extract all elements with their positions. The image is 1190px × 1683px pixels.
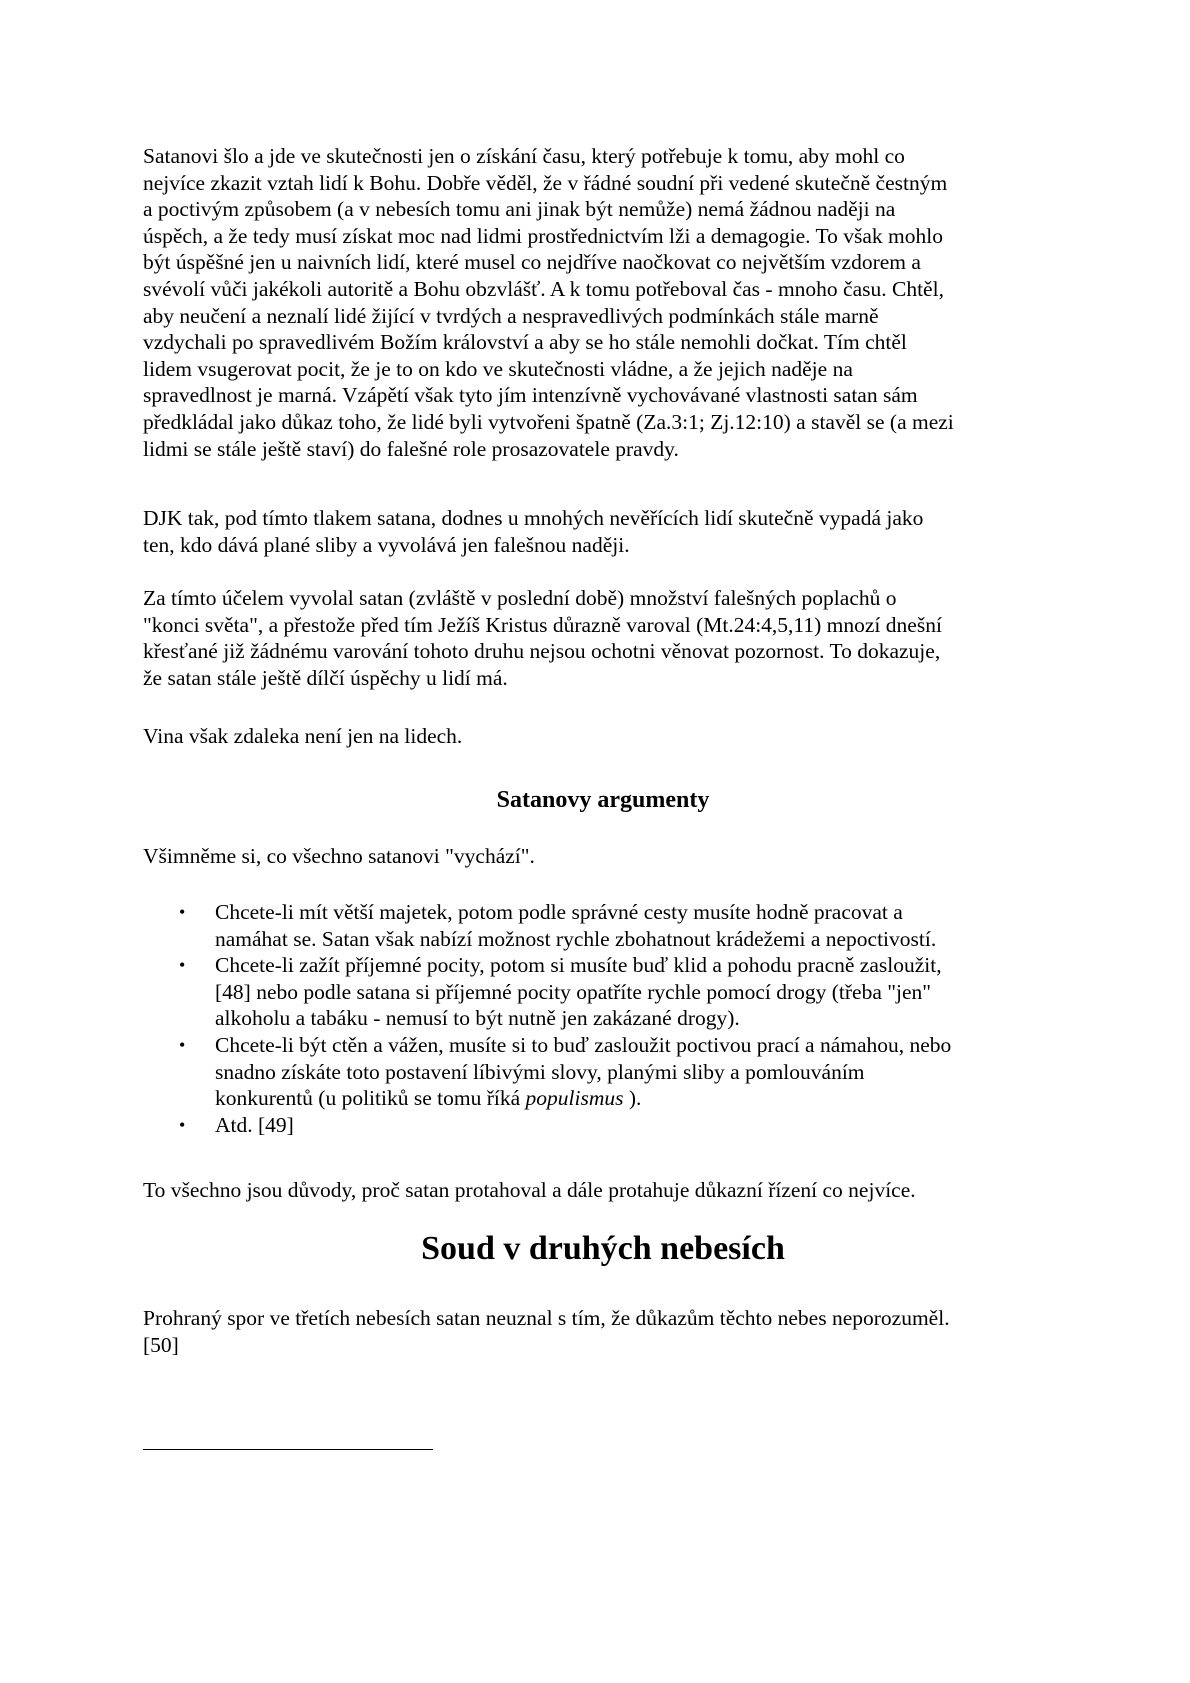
text-line: Vina však zdaleka není jen na lidech. xyxy=(143,724,463,748)
text-line: "konci světa", a přestože před tím Ježíš Kristus důrazně varoval (Mt.24:4,5,11) mnozí dnešní xyxy=(143,612,942,637)
text-line: DJK tak, pod tímto tlakem satana, dodnes u mnohých nevěřících lidí skutečně vypadá jako xyxy=(143,506,924,530)
section-heading-soud-v-druhych-nebesich: Soud v druhých nebesích xyxy=(421,1230,785,1267)
paragraph-reasons xyxy=(143,1177,916,1204)
text-line: Všimněme si, co všechno satanovi "vychází". xyxy=(143,844,535,868)
section-heading-satanovy-argumenty: Satanovy argumenty xyxy=(496,787,710,813)
text-line: [48] nebo podle satana si příjemné pocity opatříte rychle pomocí drogy (třeba "jen" xyxy=(215,979,932,1004)
text-line: lidem vsugerovat pocit, že je to on kdo ve skutečnosti vládne, a že jejich naděje na xyxy=(143,356,853,381)
text-fragment: ). xyxy=(623,1086,642,1111)
bullet-item xyxy=(143,1112,951,1139)
text-line: svévolí vůči jakékoli autoritě a Bohu obzvlášť. A k tomu potřeboval čas - mnoho času. Chtěl, xyxy=(143,276,944,301)
text-line: být úspěšné jen u naivních lidí, které musel co nejdříve naočkovat co největším vzdorem a xyxy=(143,250,921,275)
text-line: To všechno jsou důvody, proč satan protahoval a dále protahuje důkazní řízení co nejvíce. xyxy=(143,1178,916,1202)
text-line: křesťané již žádnému varování tohoto druhu nejsou ochotni věnovat pozornost. To dokazuje, xyxy=(143,639,941,664)
bullet-item xyxy=(143,899,951,952)
paragraph-notice xyxy=(143,843,535,870)
text-line: aby neučení a neznalí lidé žijící v tvrdých a nespravedlivých podmínkách stále marně xyxy=(143,303,879,328)
text-line: Chcete-li být ctěn a vážen, musíte si to buď zasloužit poctivou prací a námahou, nebo xyxy=(215,1032,952,1057)
text-line: že satan stále ještě dílčí úspěchy u lidí má. xyxy=(143,665,508,690)
text-line: spravedlnost je marná. Vzápětí však tyto jím intenzívně vychovávané vlastnosti satan sám xyxy=(143,383,918,408)
text-line: [50] xyxy=(143,1332,179,1357)
text-line: Atd. [49] xyxy=(215,1112,294,1137)
bullet-icon: • xyxy=(179,1114,186,1135)
text-line: Za tímto účelem vyvolal satan (zvláště v poslední době) množství falešných poplachů o xyxy=(143,586,897,610)
text-line: namáhat se. Satan však nabízí možnost rychle zbohatnout krádežemi a nepoctivostí. xyxy=(215,926,937,951)
bullet-icon: • xyxy=(179,955,186,976)
footnote-separator xyxy=(143,1449,433,1450)
text-line: předkládal jako důkaz toho, že lidé byli vytvořeni špatně (Za.3:1; Zj.12:10) a stavěl se (a mezi xyxy=(143,409,954,434)
text-line: úspěch, a že tedy musí získat moc nad lidmi prostřednictvím lži a demagogie. To však mohlo xyxy=(143,223,943,248)
bullet-icon: • xyxy=(179,1034,186,1055)
paragraph-satan-time xyxy=(143,143,954,462)
bullet-item xyxy=(143,1032,951,1112)
text-line: Chcete-li zažít příjemné pocity, potom si musíte buď klid a pohodu pracně zasloužit, xyxy=(215,953,942,978)
text-line: alkoholu a tabáku - nemusí to být nutně jen zakázané drogy). xyxy=(215,1006,740,1031)
paragraph-false-alarms xyxy=(143,585,942,691)
paragraph-lost-dispute xyxy=(143,1305,950,1358)
italic-term-populismus: populismus xyxy=(525,1086,624,1111)
text-line: a poctivým způsobem (a v nebesích tomu ani jinak být nemůže) nemá žádnou naději na xyxy=(143,197,896,222)
text-line: lidmi se stále ještě staví) do falešné role prosazovatele pravdy. xyxy=(143,436,679,461)
paragraph-guilt xyxy=(143,723,462,750)
text-line: Chcete-li mít větší majetek, potom podle správné cesty musíte hodně pracovat a xyxy=(215,900,903,924)
text-line: snadno získáte toto postavení líbivými slovy, planými sliby a pomlouváním xyxy=(215,1059,865,1084)
text-line: nejvíce zkazit vztah lidí k Bohu. Dobře věděl, že v řádné soudní při vedené skutečně čestným xyxy=(143,170,948,195)
text-line: Prohraný spor ve třetích nebesích satan neuznal s tím, že důkazům těchto nebes neporozuměl. xyxy=(143,1306,950,1330)
bullet-item xyxy=(143,952,951,1032)
text-line: Satanovi šlo a jde ve skutečnosti jen o získání času, který potřebuje k tomu, aby mohl co xyxy=(143,144,905,168)
bullet-list-arguments xyxy=(143,899,951,1138)
text-line xyxy=(215,1085,951,1112)
text-line: ten, kdo dává plané sliby a vyvolává jen falešnou naději. xyxy=(143,532,630,557)
paragraph-djk xyxy=(143,505,923,558)
text-line: vzdychali po spravedlivém Božím království a aby se ho stále nemohli dočkat. Tím chtěl xyxy=(143,330,907,355)
text-fragment: konkurentů (u politiků se tomu říká xyxy=(215,1086,526,1111)
bullet-icon: • xyxy=(179,902,186,922)
